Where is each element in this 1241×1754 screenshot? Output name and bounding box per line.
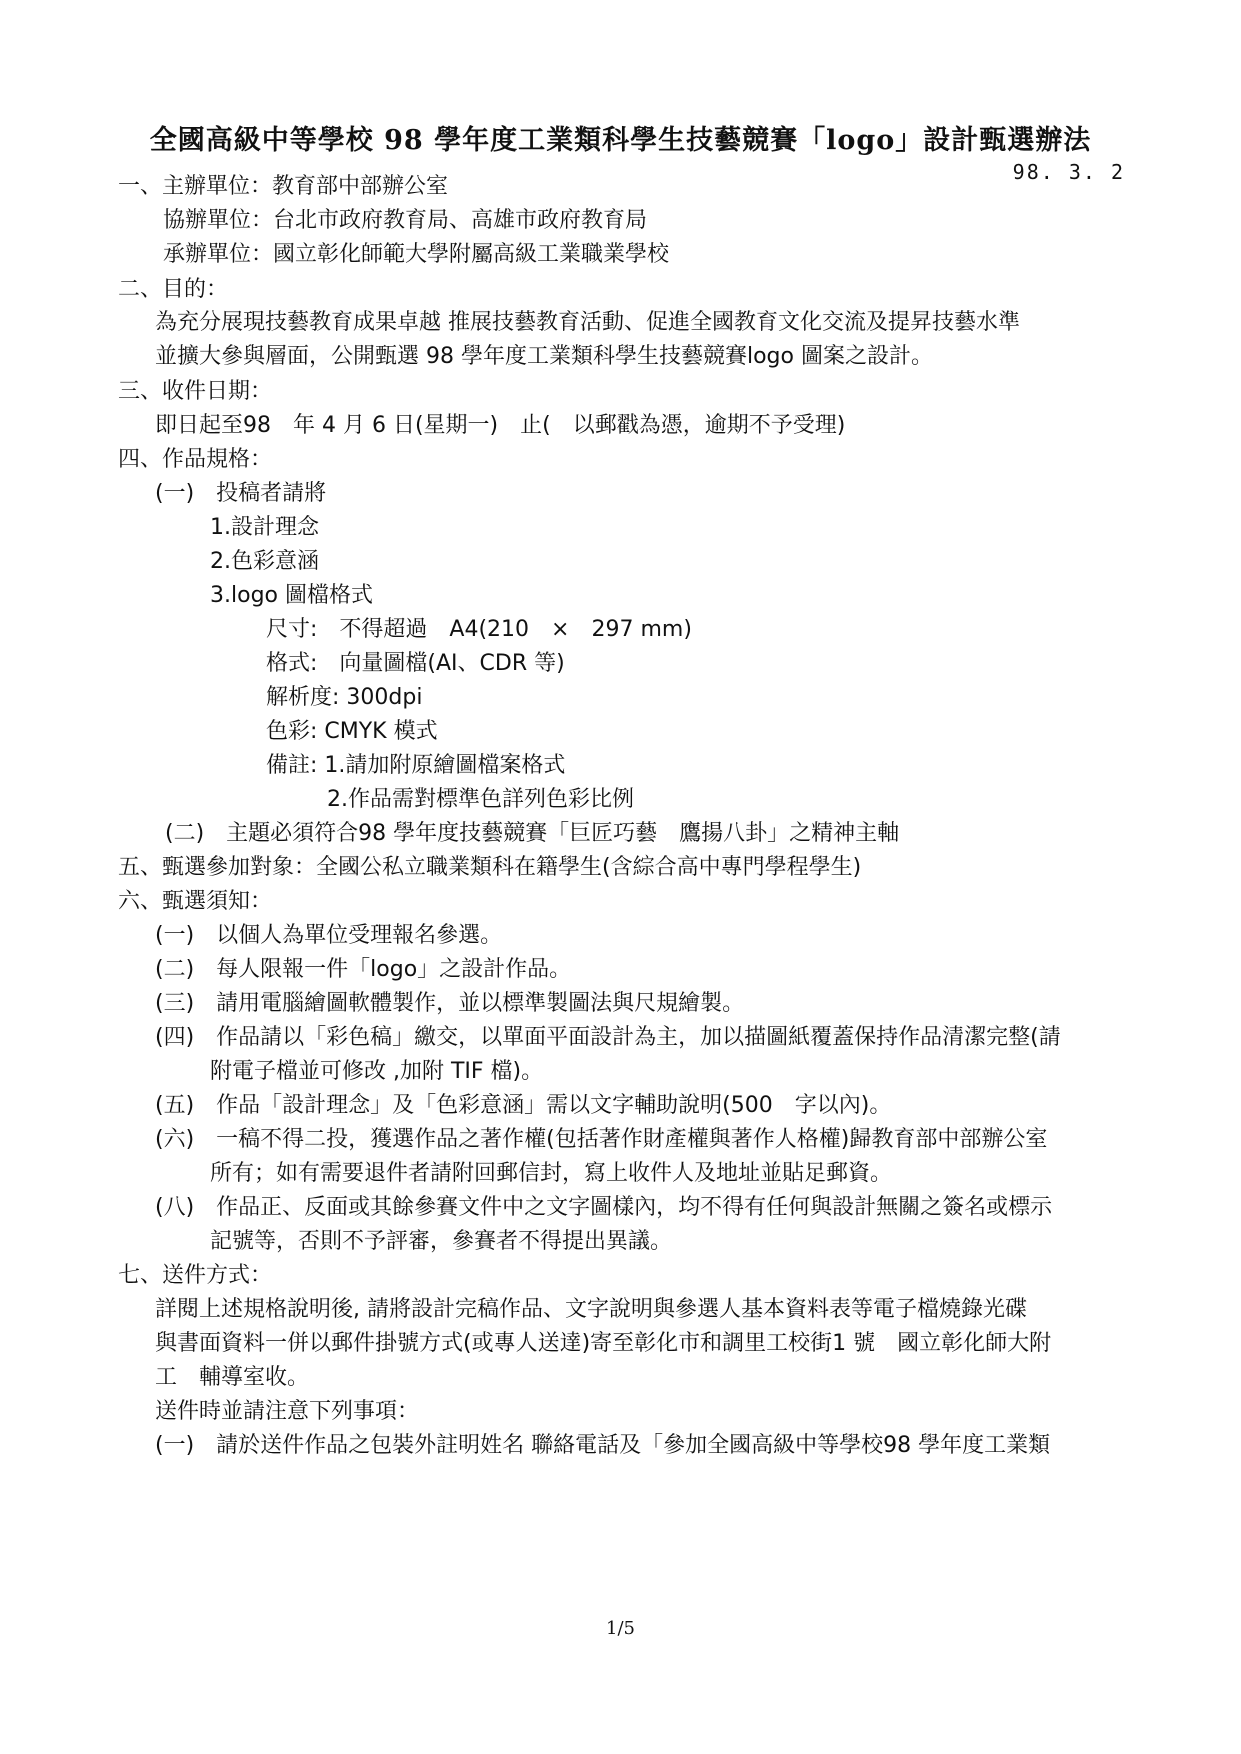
- text-line: 即日起至98 年 4 月 6 日(星期一) 止( 以郵戳為憑，逾期不予受理): [155, 413, 846, 438]
- text-line: 為充分展現技藝教育成果卓越 推展技藝教育活動、促進全國教育文化交流及提昇技藝水準: [155, 310, 1020, 335]
- text-line: 並擴大參與層面，公開甄選 98 學年度工業類科學生技藝競賽logo 圖案之設計。: [155, 344, 933, 369]
- text-line: 五、甄選參加對象：全國公私立職業類科在籍學生(含綜合高中專門學程學生): [118, 855, 862, 880]
- text-line: 色彩: CMYK 模式: [266, 719, 438, 744]
- text-line: (二) 主題必須符合98 學年度技藝競賽「巨匠巧藝 鷹揚八卦」之精神主軸: [165, 821, 900, 846]
- text-line: 四、作品規格：: [118, 447, 273, 472]
- text-line: (八) 作品正、反面或其餘參賽文件中之文字圖樣內，均不得有任何與設計無關之簽名或標示: [155, 1195, 1053, 1220]
- text-line: 附電子檔並可修改 ,加附 TIF 檔)。: [210, 1059, 544, 1084]
- text-line: 備註: 1.請加附原繪圖檔案格式: [266, 753, 566, 778]
- text-line: 六、甄選須知：: [118, 889, 273, 914]
- text-line: 協辦單位：台北市政府教育局、高雄市政府教育局: [163, 208, 648, 233]
- text-line: 格式: 向量圖檔(AI、CDR 等): [266, 651, 565, 676]
- text-line: 詳閱上述規格說明後, 請將設計完稿作品、文字說明與參選人基本資料表等電子檔燒錄光碟: [155, 1297, 1027, 1322]
- text-line: (一) 以個人為單位受理報名參選。: [155, 923, 503, 948]
- text-line: 2.作品需對標準色詳列色彩比例: [327, 787, 634, 812]
- text-line: (六) 一稿不得二投，獲選作品之著作權(包括著作財產權與著作人格權)歸教育部中部辦公室: [155, 1127, 1048, 1152]
- text-line: (一) 請於送件作品之包裝外註明姓名 聯絡電話及「參加全國高級中等學校98 學年度工業類: [155, 1433, 1051, 1458]
- text-line: 尺寸: 不得超過 A4(210 × 297 mm): [266, 617, 692, 642]
- text-line: (二) 每人限報一件「logo」之設計作品。: [155, 957, 572, 982]
- text-line: 解析度: 300dpi: [266, 685, 423, 710]
- text-line: 送件時並請注意下列事項：: [155, 1399, 420, 1424]
- text-line: 三、收件日期：: [118, 379, 273, 404]
- text-line: (四) 作品請以「彩色稿」繳交，以單面平面設計為主，加以描圖紙覆蓋保持作品清潔完整(請: [155, 1025, 1061, 1050]
- text-line: (五) 作品「設計理念」及「色彩意涵」需以文字輔助說明(500 字以內)。: [155, 1093, 892, 1118]
- text-line: 3.logo 圖檔格式: [210, 583, 373, 608]
- text-line: 一、主辦單位：教育部中部辦公室: [118, 174, 449, 199]
- text-line: 與書面資料一併以郵件掛號方式(或專人送達)寄至彰化市和調里工校街1 號 國立彰化師大附: [155, 1331, 1052, 1356]
- text-line: 七、送件方式：: [118, 1263, 273, 1288]
- text-line: 工 輔導室收。: [155, 1365, 310, 1390]
- text-line: 二、目的：: [118, 277, 229, 302]
- text-line: 承辦單位：國立彰化師範大學附屬高級工業職業學校: [163, 242, 670, 267]
- text-line: (一) 投稿者請將: [155, 481, 327, 506]
- document-date: 98. 3. 2: [1012, 160, 1125, 184]
- text-line: (三) 請用電腦繪圖軟體製作，並以標準製圖法與尺規繪製。: [155, 991, 745, 1016]
- text-line: 所有；如有需要退件者請附回郵信封，寫上收件人及地址並貼足郵資。: [210, 1161, 893, 1186]
- document-title: 全國高級中等學校 98 學年度工業類科學生技藝競賽「logo」設計甄選辦法: [149, 125, 1092, 156]
- text-line: 1.設計理念: [210, 515, 319, 540]
- page-number: 1/5: [606, 1618, 635, 1639]
- text-line: 2.色彩意涵: [210, 549, 319, 574]
- text-line: 記號等，否則不予評審，參賽者不得提出異議。: [210, 1229, 673, 1254]
